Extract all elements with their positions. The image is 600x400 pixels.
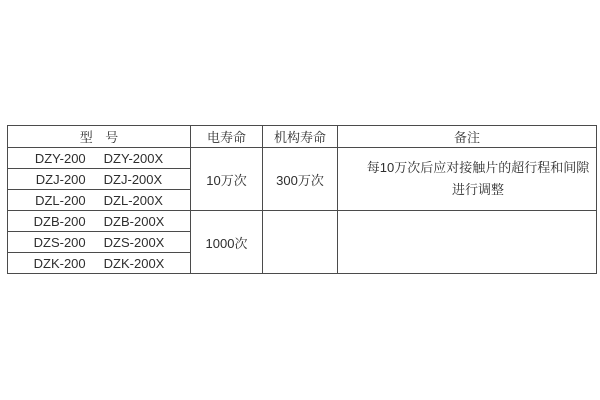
electrical-life-cell: 1000次	[191, 211, 263, 274]
mechanism-life-cell: 300万次	[263, 148, 338, 211]
remarks-line: 每10万次后应对接触片的超行程和间隙	[366, 160, 590, 175]
model-code: DZB-200	[33, 213, 86, 229]
model-cell	[8, 148, 191, 169]
model-code: DZK-200X	[103, 255, 165, 271]
model-code: DZB-200X	[103, 213, 165, 229]
model-pair	[8, 256, 190, 271]
model-pair	[8, 193, 190, 208]
model-code: DZL-200X	[103, 192, 163, 208]
model-code: DZS-200X	[103, 234, 165, 250]
model-pair	[8, 235, 190, 250]
model-code: DZL-200	[35, 192, 86, 208]
table-row	[8, 148, 597, 169]
model-cell	[8, 232, 191, 253]
table-row	[8, 211, 597, 232]
col-header-remarks: 备注	[338, 126, 597, 148]
remarks-cell	[338, 211, 597, 274]
mechanism-life-cell	[263, 211, 338, 274]
model-pair	[8, 172, 190, 187]
model-code: DZS-200	[33, 234, 86, 250]
model-cell	[8, 253, 191, 274]
header-row	[8, 126, 597, 148]
model-code: DZJ-200	[35, 171, 86, 187]
model-cell	[8, 190, 191, 211]
electrical-life-cell: 10万次	[191, 148, 263, 211]
model-code: DZY-200X	[103, 150, 164, 166]
model-pair	[8, 214, 190, 229]
remarks-text	[338, 157, 596, 201]
model-code: DZJ-200X	[103, 171, 163, 187]
remarks-cell	[338, 148, 597, 211]
spec-table	[7, 125, 597, 274]
model-cell	[8, 169, 191, 190]
model-code: DZK-200	[33, 255, 86, 271]
model-pair	[8, 151, 190, 166]
remarks-line: 进行调整	[451, 182, 504, 197]
col-header-electrical-life: 电寿命	[191, 126, 263, 148]
model-code: DZY-200	[34, 150, 86, 166]
model-cell	[8, 211, 191, 232]
col-header-mechanism-life: 机构寿命	[263, 126, 338, 148]
col-header-model: 型 号	[8, 126, 191, 148]
